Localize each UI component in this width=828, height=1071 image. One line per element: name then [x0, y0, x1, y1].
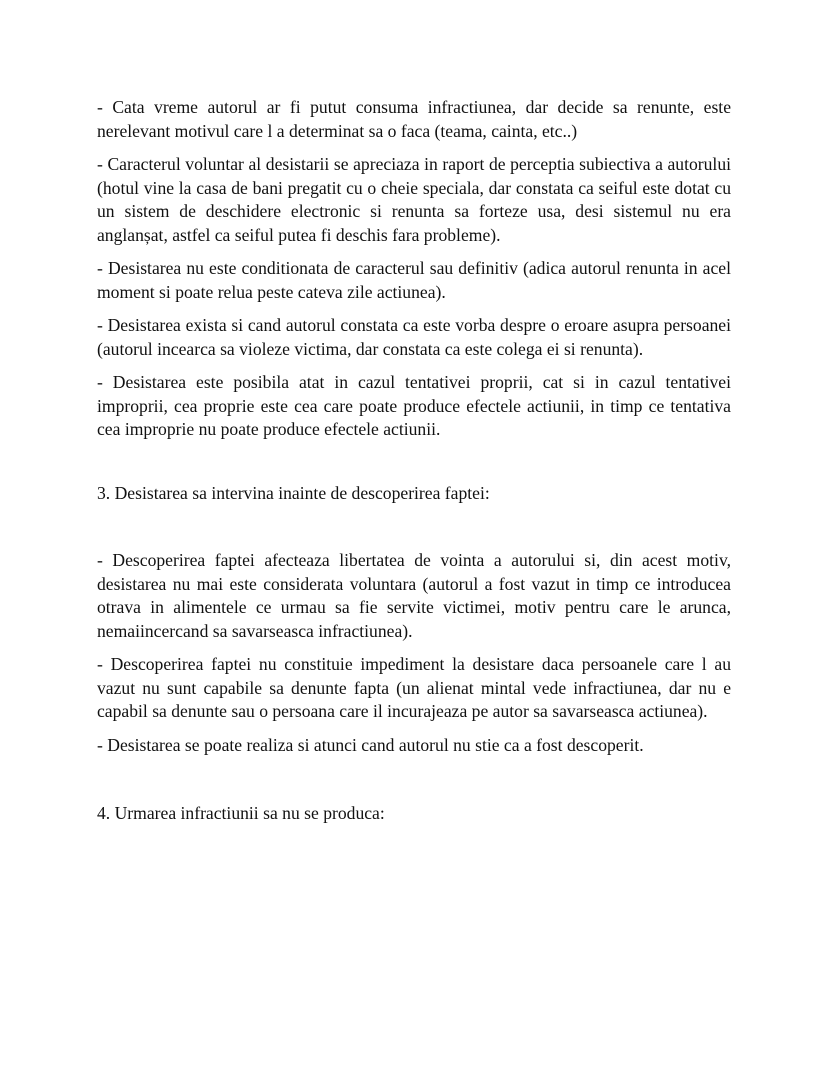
section-heading-3: 3. Desistarea sa intervina inainte de descoperirea faptei:: [97, 482, 490, 503]
paragraph-proper-improper-attempt: - Desistarea este posibila atat in cazul tentativei proprii, cat si in cazul tentativei improprii, cea proprie este cea care poate produce efectele actiunii, in timp ce tentativa cea improprie nu poate produce efectele actiunii.: [97, 372, 731, 439]
document-body: [97, 96, 731, 826]
paragraph-voluntary-character: - Caracterul voluntar al desistarii se apreciaza in raport de perceptia subiectiva a autorului (hotul vine la casa de bani pregatit cu o cheie speciala, dar constata ca seiful este dotat cu un sistem de deschidere electronic si renunta sa forteze usa, desi sistemul nu era anglanșat, astfel ca seiful putea fi deschis fara probleme).: [97, 154, 731, 245]
paragraph-discovery-affects-will: - Descoperirea faptei afecteaza libertatea de vointa a autorului si, din acest motiv, desistarea nu mai este considerata voluntara (autorul a fost vazut in timp ce introducea otrava in alimentele ce urmau sa fie servite victimei, motiv pentru care le arunca, nemaiincercand sa savarseasca infractiunea).: [97, 550, 731, 641]
paragraph-discovery-no-impediment: - Descoperirea faptei nu constituie impediment la desistare daca persoanele care l au vazut nu sunt capabile sa denunte fapta (un alienat mintal vede infractiunea, dar nu e capabil sa denunte sau o persoana care il incurajeaza pe autor sa savarseasca actiunea).: [97, 654, 731, 721]
section-heading-4: 4. Urmarea infractiunii sa nu se produca:: [97, 803, 385, 823]
paragraph-not-definitive: - Desistarea nu este conditionata de caracterul sau definitiv (adica autorul renunta in acel moment si poate relua peste cateva zile actiunea).: [97, 258, 731, 302]
paragraph-person-error: - Desistarea exista si cand autorul constata ca este vorba despre o eroare asupra persoanei (autorul incearca sa violeze victima, dar constata ca este colega ei si renunta).: [97, 315, 731, 359]
paragraph-author-unaware: - Desistarea se poate realiza si atunci cand autorul nu stie ca a fost descoperit.: [97, 734, 644, 755]
paragraph-motive-irrelevant: - Cata vreme autorul ar fi putut consuma infractiunea, dar decide sa renunte, este nerelevant motivul care l a determinat sa o faca (teama, cainta, etc..): [97, 97, 731, 141]
